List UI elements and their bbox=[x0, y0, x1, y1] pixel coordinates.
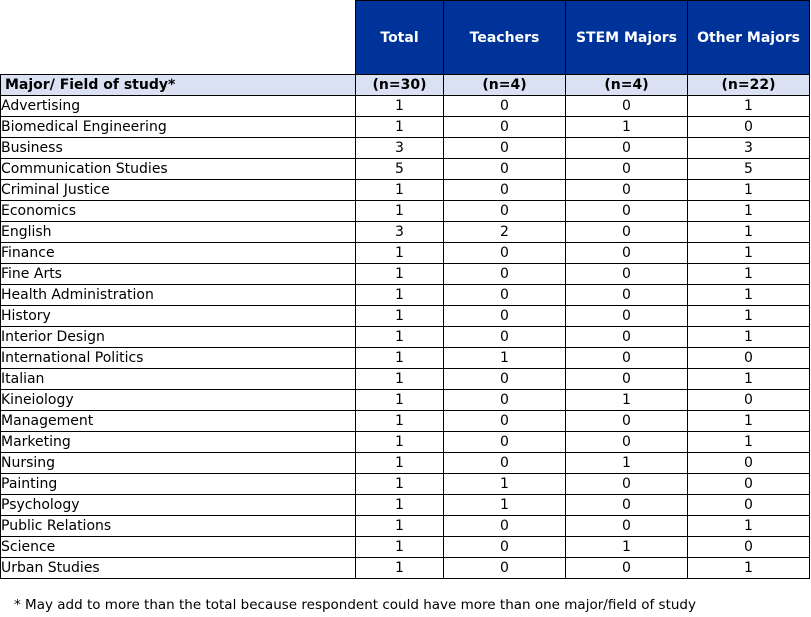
other-cell: 1 bbox=[688, 327, 810, 348]
major-name: Business bbox=[1, 138, 356, 159]
table-row bbox=[1, 369, 810, 390]
teachers-cell: 0 bbox=[444, 327, 566, 348]
other-cell: 1 bbox=[688, 369, 810, 390]
table-row bbox=[1, 558, 810, 579]
total-cell: 1 bbox=[356, 96, 444, 117]
major-name: Interior Design bbox=[1, 327, 356, 348]
teachers-cell: 0 bbox=[444, 285, 566, 306]
other-cell: 0 bbox=[688, 453, 810, 474]
table-row bbox=[1, 201, 810, 222]
stem-cell: 0 bbox=[566, 495, 688, 516]
other-cell: 1 bbox=[688, 201, 810, 222]
other-cell: 0 bbox=[688, 537, 810, 558]
table-row bbox=[1, 180, 810, 201]
other-cell: 1 bbox=[688, 180, 810, 201]
table-row bbox=[1, 96, 810, 117]
major-name: Biomedical Engineering bbox=[1, 117, 356, 138]
major-name: Nursing bbox=[1, 453, 356, 474]
other-cell: 1 bbox=[688, 516, 810, 537]
teachers-cell: 0 bbox=[444, 390, 566, 411]
stem-cell: 0 bbox=[566, 474, 688, 495]
other-cell: 1 bbox=[688, 222, 810, 243]
other-cell: 0 bbox=[688, 474, 810, 495]
other-cell: 0 bbox=[688, 117, 810, 138]
major-name: Urban Studies bbox=[1, 558, 356, 579]
major-name: Advertising bbox=[1, 96, 356, 117]
stem-cell: 0 bbox=[566, 96, 688, 117]
total-cell: 1 bbox=[356, 516, 444, 537]
column-header-row bbox=[1, 1, 810, 75]
table-row bbox=[1, 243, 810, 264]
other-cell: 1 bbox=[688, 96, 810, 117]
table-row bbox=[1, 474, 810, 495]
teachers-cell: 0 bbox=[444, 264, 566, 285]
teachers-cell: 0 bbox=[444, 138, 566, 159]
table-row bbox=[1, 411, 810, 432]
total-cell: 3 bbox=[356, 138, 444, 159]
stem-cell: 1 bbox=[566, 117, 688, 138]
teachers-cell: 0 bbox=[444, 201, 566, 222]
teachers-cell: 1 bbox=[444, 474, 566, 495]
teachers-cell: 0 bbox=[444, 516, 566, 537]
teachers-cell: 0 bbox=[444, 117, 566, 138]
table-row bbox=[1, 264, 810, 285]
teachers-cell: 0 bbox=[444, 243, 566, 264]
other-cell: 0 bbox=[688, 495, 810, 516]
major-name: Fine Arts bbox=[1, 264, 356, 285]
sample-size-row bbox=[1, 75, 810, 96]
total-cell: 1 bbox=[356, 390, 444, 411]
teachers-cell: 0 bbox=[444, 306, 566, 327]
stem-cell: 0 bbox=[566, 348, 688, 369]
total-cell: 5 bbox=[356, 159, 444, 180]
major-name: Science bbox=[1, 537, 356, 558]
other-cell: 1 bbox=[688, 243, 810, 264]
total-cell: 1 bbox=[356, 243, 444, 264]
table-row bbox=[1, 495, 810, 516]
total-cell: 1 bbox=[356, 411, 444, 432]
major-name: Health Administration bbox=[1, 285, 356, 306]
header-blank-cell bbox=[1, 1, 356, 75]
count-teachers: (n=4) bbox=[444, 75, 566, 96]
major-name: Finance bbox=[1, 243, 356, 264]
stem-cell: 0 bbox=[566, 369, 688, 390]
total-cell: 1 bbox=[356, 117, 444, 138]
major-name: Marketing bbox=[1, 432, 356, 453]
other-cell: 1 bbox=[688, 411, 810, 432]
stem-cell: 0 bbox=[566, 201, 688, 222]
other-cell: 1 bbox=[688, 558, 810, 579]
table-row bbox=[1, 390, 810, 411]
total-cell: 1 bbox=[356, 453, 444, 474]
stem-cell: 1 bbox=[566, 453, 688, 474]
total-cell: 1 bbox=[356, 495, 444, 516]
stem-cell: 1 bbox=[566, 537, 688, 558]
total-cell: 1 bbox=[356, 327, 444, 348]
major-name: Management bbox=[1, 411, 356, 432]
table-row bbox=[1, 306, 810, 327]
other-cell: 1 bbox=[688, 432, 810, 453]
teachers-cell: 0 bbox=[444, 558, 566, 579]
teachers-cell: 0 bbox=[444, 369, 566, 390]
stem-cell: 0 bbox=[566, 306, 688, 327]
total-cell: 1 bbox=[356, 537, 444, 558]
major-name: Economics bbox=[1, 201, 356, 222]
table-row bbox=[1, 117, 810, 138]
stem-cell: 0 bbox=[566, 180, 688, 201]
major-name: International Politics bbox=[1, 348, 356, 369]
total-cell: 1 bbox=[356, 306, 444, 327]
teachers-cell: 0 bbox=[444, 537, 566, 558]
teachers-cell: 0 bbox=[444, 96, 566, 117]
table-row bbox=[1, 285, 810, 306]
table-row bbox=[1, 348, 810, 369]
column-header-other-majors: Other Majors bbox=[688, 1, 810, 75]
teachers-cell: 0 bbox=[444, 453, 566, 474]
stem-cell: 0 bbox=[566, 432, 688, 453]
stem-cell: 1 bbox=[566, 390, 688, 411]
total-cell: 1 bbox=[356, 285, 444, 306]
total-cell: 1 bbox=[356, 474, 444, 495]
teachers-cell: 2 bbox=[444, 222, 566, 243]
table-row bbox=[1, 159, 810, 180]
stem-cell: 0 bbox=[566, 285, 688, 306]
stem-cell: 0 bbox=[566, 243, 688, 264]
other-cell: 1 bbox=[688, 285, 810, 306]
teachers-cell: 0 bbox=[444, 159, 566, 180]
column-header-teachers: Teachers bbox=[444, 1, 566, 75]
teachers-cell: 1 bbox=[444, 348, 566, 369]
total-cell: 1 bbox=[356, 558, 444, 579]
column-header-total: Total bbox=[356, 1, 444, 75]
teachers-cell: 1 bbox=[444, 495, 566, 516]
major-name: Kineiology bbox=[1, 390, 356, 411]
stem-cell: 0 bbox=[566, 159, 688, 180]
major-name: Communication Studies bbox=[1, 159, 356, 180]
table-row bbox=[1, 432, 810, 453]
table-row bbox=[1, 537, 810, 558]
total-cell: 1 bbox=[356, 432, 444, 453]
stem-cell: 0 bbox=[566, 558, 688, 579]
major-name: Psychology bbox=[1, 495, 356, 516]
teachers-cell: 0 bbox=[444, 411, 566, 432]
total-cell: 1 bbox=[356, 180, 444, 201]
table-row bbox=[1, 516, 810, 537]
footnote: * May add to more than the total because respondent could have more than one major/field of study bbox=[14, 597, 696, 613]
total-cell: 1 bbox=[356, 348, 444, 369]
table-row bbox=[1, 222, 810, 243]
count-total: (n=30) bbox=[356, 75, 444, 96]
column-header-stem-majors: STEM Majors bbox=[566, 1, 688, 75]
major-name: History bbox=[1, 306, 356, 327]
other-cell: 1 bbox=[688, 264, 810, 285]
stem-cell: 0 bbox=[566, 222, 688, 243]
table-row bbox=[1, 327, 810, 348]
table-row bbox=[1, 138, 810, 159]
stem-cell: 0 bbox=[566, 138, 688, 159]
major-name: English bbox=[1, 222, 356, 243]
major-column-label: Major/ Field of study* bbox=[1, 75, 356, 96]
major-name: Criminal Justice bbox=[1, 180, 356, 201]
other-cell: 3 bbox=[688, 138, 810, 159]
major-name: Italian bbox=[1, 369, 356, 390]
count-stem-majors: (n=4) bbox=[566, 75, 688, 96]
total-cell: 1 bbox=[356, 369, 444, 390]
total-cell: 3 bbox=[356, 222, 444, 243]
other-cell: 0 bbox=[688, 390, 810, 411]
stem-cell: 0 bbox=[566, 411, 688, 432]
teachers-cell: 0 bbox=[444, 432, 566, 453]
stem-cell: 0 bbox=[566, 264, 688, 285]
major-name: Public Relations bbox=[1, 516, 356, 537]
table-body bbox=[1, 96, 810, 579]
table-row bbox=[1, 453, 810, 474]
count-other-majors: (n=22) bbox=[688, 75, 810, 96]
stem-cell: 0 bbox=[566, 327, 688, 348]
other-cell: 1 bbox=[688, 306, 810, 327]
major-name: Painting bbox=[1, 474, 356, 495]
other-cell: 0 bbox=[688, 348, 810, 369]
other-cell: 5 bbox=[688, 159, 810, 180]
stem-cell: 0 bbox=[566, 516, 688, 537]
teachers-cell: 0 bbox=[444, 180, 566, 201]
total-cell: 1 bbox=[356, 201, 444, 222]
total-cell: 1 bbox=[356, 264, 444, 285]
